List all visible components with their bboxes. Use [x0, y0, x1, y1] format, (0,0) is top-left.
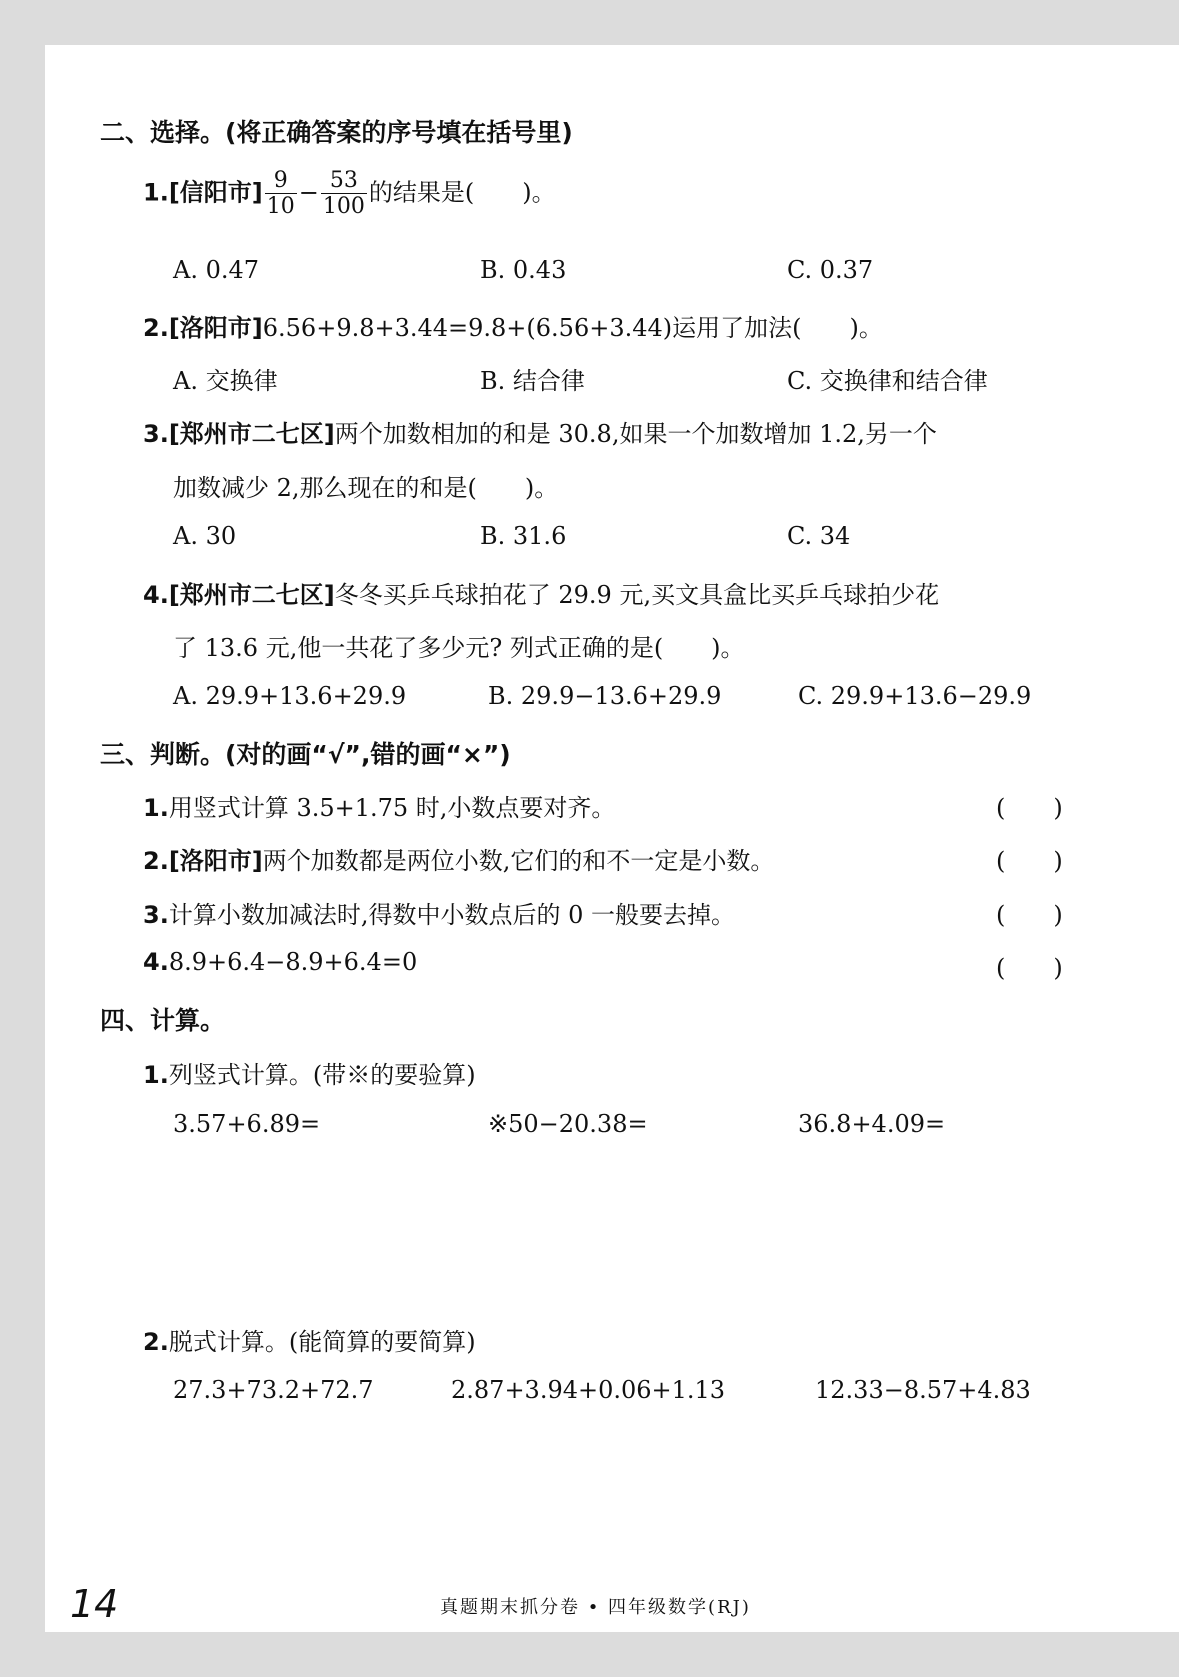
judge-item-1-text: 用竖式计算 3.5+1.75 时,小数点要对齐。 — [168, 794, 616, 822]
q2-1-option-a: A. 0.47 — [173, 256, 260, 284]
q2-2-number: 2. — [143, 314, 169, 342]
stepwise-calc-1: 27.3+73.2+72.7 — [173, 1376, 374, 1404]
q2-4 — [143, 575, 939, 610]
calc-part-2 — [143, 1322, 476, 1357]
judge-item-2 — [143, 841, 774, 876]
q2-2-source: [洛阳市] — [168, 314, 263, 342]
book-title: 真题期末抓分卷 • 四年级数学(RJ) — [440, 1597, 751, 1618]
section-4-title: 四、计算。 — [100, 1006, 226, 1035]
judge-item-3-text: 计算小数加减法时,得数中小数点后的 0 一般要去掉。 — [168, 901, 735, 929]
q2-4-text-2: 了 13.6 元,他一共花了多少元? 列式正确的是( )。 — [173, 634, 745, 662]
q2-1-source: [信阳市] — [168, 178, 263, 207]
page-number: 14 — [70, 1582, 119, 1626]
q2-1-option-c: C. 0.37 — [787, 256, 874, 284]
q2-1-tail: 的结果是( )。 — [368, 178, 556, 207]
q2-2 — [143, 308, 883, 343]
judge-item-4-answer-box[interactable]: ( ) — [996, 954, 1063, 982]
judge-item-4-text: 8.9+6.4−8.9+6.4=0 — [168, 948, 418, 976]
judge-item-3 — [143, 895, 735, 930]
q2-2-option-b: B. 结合律 — [480, 367, 585, 395]
vertical-calc-2: ※50−20.38= — [488, 1110, 648, 1138]
judge-item-1 — [143, 788, 615, 823]
q2-1-option-b: B. 0.43 — [480, 256, 567, 284]
fraction-53-100: $\frac{53}{100}$ — [322, 168, 365, 220]
stepwise-calc-3: 12.33−8.57+4.83 — [815, 1376, 1031, 1404]
q2-1-number: 1. — [143, 178, 169, 207]
section-3-title: 三、判断。(对的画“√”,错的画“×”) — [100, 740, 511, 769]
fraction-9-10: $\frac{9}{10}$ — [266, 168, 295, 220]
q2-2-text: 6.56+9.8+3.44=9.8+(6.56+3.44)运用了加法( )。 — [262, 314, 883, 342]
q2-4-option-a: A. 29.9+13.6+29.9 — [173, 682, 407, 710]
judge-item-4-number: 4. — [143, 948, 169, 976]
q2-3 — [143, 414, 937, 449]
q2-4-number: 4. — [143, 581, 169, 609]
q2-4-source: [郑州市二七区] — [168, 581, 335, 609]
judge-item-1-answer-box[interactable]: ( ) — [996, 794, 1063, 822]
q2-4-option-c: C. 29.9+13.6−29.9 — [798, 682, 1032, 710]
judge-item-1-number: 1. — [143, 794, 169, 822]
q2-4-option-b: B. 29.9−13.6+29.9 — [488, 682, 722, 710]
calc-part-2-number: 2. — [143, 1328, 169, 1356]
q2-3-option-b: B. 31.6 — [480, 522, 567, 550]
q2-3-number: 3. — [143, 420, 169, 448]
q2-3-text-1: 两个加数相加的和是 30.8,如果一个加数增加 1.2,另一个 — [334, 420, 937, 448]
judge-item-2-text: 两个加数都是两位小数,它们的和不一定是小数。 — [262, 847, 775, 875]
q2-2-option-c: C. 交换律和结合律 — [787, 367, 988, 395]
judge-item-2-number: 2. — [143, 847, 169, 875]
section-2-title: 二、选择。(将正确答案的序号填在括号里) — [100, 118, 573, 147]
calc-part-1 — [143, 1055, 476, 1090]
q2-3-option-a: A. 30 — [173, 522, 237, 550]
judge-item-3-answer-box[interactable]: ( ) — [996, 901, 1063, 929]
q2-2-option-a: A. 交换律 — [173, 367, 278, 395]
judge-item-3-number: 3. — [143, 901, 169, 929]
q2-3-source: [郑州市二七区] — [168, 420, 335, 448]
stepwise-calc-2: 2.87+3.94+0.06+1.13 — [451, 1376, 726, 1404]
q2-4-text-1: 冬冬买乒乓球拍花了 29.9 元,买文具盒比买乒乓球拍少花 — [334, 581, 940, 609]
calc-part-2-text: 脱式计算。(能简算的要简算) — [168, 1328, 476, 1356]
minus-sign: − — [298, 178, 319, 207]
vertical-calc-3: 36.8+4.09= — [798, 1110, 946, 1138]
calc-part-1-text: 列竖式计算。(带※的要验算) — [168, 1061, 476, 1089]
judge-item-4 — [143, 948, 417, 976]
q2-3-text-2: 加数减少 2,那么现在的和是( )。 — [173, 474, 559, 502]
calc-part-1-number: 1. — [143, 1061, 169, 1089]
judge-item-2-source: [洛阳市] — [168, 847, 263, 875]
q2-1 — [143, 168, 556, 220]
judge-item-2-answer-box[interactable]: ( ) — [996, 847, 1063, 875]
q2-3-option-c: C. 34 — [787, 522, 851, 550]
vertical-calc-1: 3.57+6.89= — [173, 1110, 321, 1138]
